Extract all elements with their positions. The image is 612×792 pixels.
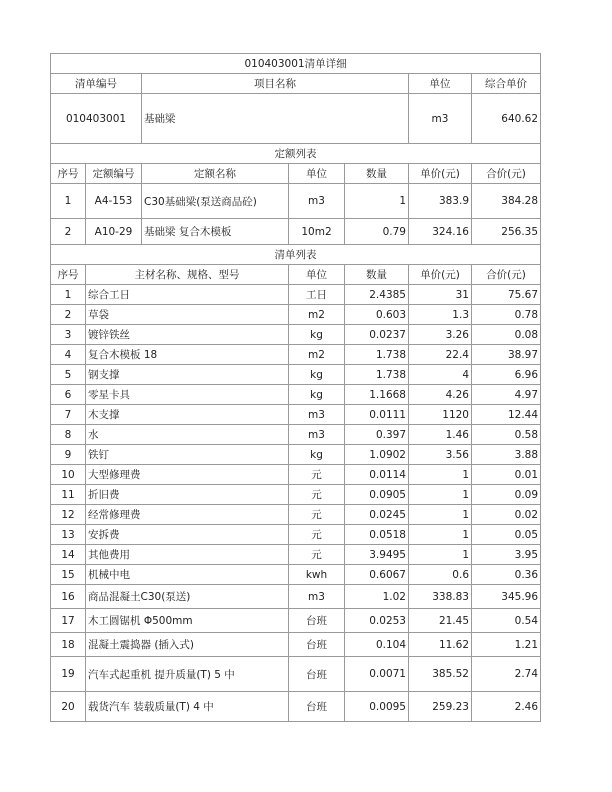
summary-unit: m3 bbox=[409, 94, 472, 144]
material-qty: 0.0253 bbox=[345, 609, 409, 633]
material-row bbox=[51, 585, 541, 609]
material-price: 4 bbox=[409, 365, 472, 385]
header-price: 综合单价 bbox=[472, 74, 541, 94]
quota-qty: 0.79 bbox=[345, 219, 409, 245]
quota-header-seq: 序号 bbox=[51, 164, 86, 184]
material-seq: 14 bbox=[51, 545, 86, 565]
material-row bbox=[51, 345, 541, 365]
material-price: 11.62 bbox=[409, 633, 472, 657]
quota-price: 324.16 bbox=[409, 219, 472, 245]
material-row bbox=[51, 657, 541, 692]
quota-row bbox=[51, 184, 541, 219]
quota-section-row bbox=[51, 144, 541, 164]
material-name: 机械中电 bbox=[86, 565, 289, 585]
header-name: 项目名称 bbox=[142, 74, 409, 94]
summary-code: 010403001 bbox=[51, 94, 142, 144]
material-name: 零星卡具 bbox=[86, 385, 289, 405]
material-qty: 0.0245 bbox=[345, 505, 409, 525]
summary-name: 基础梁 bbox=[142, 94, 409, 144]
material-row bbox=[51, 305, 541, 325]
material-unit: 工日 bbox=[289, 285, 345, 305]
material-header-price: 单价(元) bbox=[409, 265, 472, 285]
material-seq: 15 bbox=[51, 565, 86, 585]
material-total: 0.09 bbox=[472, 485, 541, 505]
quota-header-code: 定额编号 bbox=[86, 164, 142, 184]
material-qty: 1.738 bbox=[345, 365, 409, 385]
material-unit: 元 bbox=[289, 485, 345, 505]
quota-row bbox=[51, 219, 541, 245]
material-price: 1 bbox=[409, 505, 472, 525]
material-total: 12.44 bbox=[472, 405, 541, 425]
material-price: 1 bbox=[409, 485, 472, 505]
quota-header-total: 合价(元) bbox=[472, 164, 541, 184]
material-seq: 7 bbox=[51, 405, 86, 425]
quota-section-title: 定额列表 bbox=[51, 144, 541, 164]
quota-seq: 2 bbox=[51, 219, 86, 245]
material-unit: kg bbox=[289, 385, 345, 405]
material-unit: m2 bbox=[289, 305, 345, 325]
material-price: 338.83 bbox=[409, 585, 472, 609]
material-seq: 13 bbox=[51, 525, 86, 545]
material-seq: 18 bbox=[51, 633, 86, 657]
quota-qty: 1 bbox=[345, 184, 409, 219]
material-qty: 0.0518 bbox=[345, 525, 409, 545]
material-unit: m3 bbox=[289, 405, 345, 425]
material-unit: 台班 bbox=[289, 692, 345, 722]
summary-row bbox=[51, 94, 541, 144]
material-name: 综合工日 bbox=[86, 285, 289, 305]
material-qty: 3.9495 bbox=[345, 545, 409, 565]
material-total: 3.88 bbox=[472, 445, 541, 465]
material-seq: 17 bbox=[51, 609, 86, 633]
material-qty: 1.02 bbox=[345, 585, 409, 609]
material-seq: 19 bbox=[51, 657, 86, 692]
quota-header-qty: 数量 bbox=[345, 164, 409, 184]
material-total: 2.74 bbox=[472, 657, 541, 692]
material-unit: kg bbox=[289, 445, 345, 465]
material-seq: 8 bbox=[51, 425, 86, 445]
material-qty: 0.0095 bbox=[345, 692, 409, 722]
material-total: 2.46 bbox=[472, 692, 541, 722]
material-unit: 元 bbox=[289, 525, 345, 545]
material-unit: m3 bbox=[289, 425, 345, 445]
material-unit: 台班 bbox=[289, 657, 345, 692]
material-row bbox=[51, 365, 541, 385]
material-total: 4.97 bbox=[472, 385, 541, 405]
material-section-row bbox=[51, 245, 541, 265]
material-unit: kwh bbox=[289, 565, 345, 585]
material-total: 38.97 bbox=[472, 345, 541, 365]
material-price: 259.23 bbox=[409, 692, 472, 722]
material-header-unit: 单位 bbox=[289, 265, 345, 285]
material-unit: kg bbox=[289, 325, 345, 345]
material-row bbox=[51, 485, 541, 505]
material-unit: 台班 bbox=[289, 609, 345, 633]
material-price: 4.26 bbox=[409, 385, 472, 405]
quota-total: 384.28 bbox=[472, 184, 541, 219]
material-name: 混凝土震捣器 (插入式) bbox=[86, 633, 289, 657]
material-seq: 11 bbox=[51, 485, 86, 505]
quota-header-row bbox=[51, 164, 541, 184]
material-price: 1.46 bbox=[409, 425, 472, 445]
material-row bbox=[51, 525, 541, 545]
material-seq: 2 bbox=[51, 305, 86, 325]
material-row bbox=[51, 445, 541, 465]
quota-price: 383.9 bbox=[409, 184, 472, 219]
material-qty: 0.104 bbox=[345, 633, 409, 657]
material-unit: kg bbox=[289, 365, 345, 385]
material-total: 3.95 bbox=[472, 545, 541, 565]
material-seq: 3 bbox=[51, 325, 86, 345]
material-price: 1120 bbox=[409, 405, 472, 425]
material-seq: 9 bbox=[51, 445, 86, 465]
material-price: 1 bbox=[409, 525, 472, 545]
quota-seq: 1 bbox=[51, 184, 86, 219]
material-row bbox=[51, 385, 541, 405]
quota-total: 256.35 bbox=[472, 219, 541, 245]
material-row bbox=[51, 465, 541, 485]
material-total: 0.78 bbox=[472, 305, 541, 325]
material-price: 22.4 bbox=[409, 345, 472, 365]
quota-header-price: 单价(元) bbox=[409, 164, 472, 184]
material-unit: m3 bbox=[289, 585, 345, 609]
material-price: 3.56 bbox=[409, 445, 472, 465]
material-header-row bbox=[51, 265, 541, 285]
material-price: 21.45 bbox=[409, 609, 472, 633]
material-name: 木支撑 bbox=[86, 405, 289, 425]
material-total: 0.54 bbox=[472, 609, 541, 633]
material-price: 385.52 bbox=[409, 657, 472, 692]
material-row bbox=[51, 325, 541, 345]
material-price: 0.6 bbox=[409, 565, 472, 585]
material-seq: 1 bbox=[51, 285, 86, 305]
material-row bbox=[51, 285, 541, 305]
material-name: 钢支撑 bbox=[86, 365, 289, 385]
quota-code: A10-29 bbox=[86, 219, 142, 245]
material-qty: 0.0111 bbox=[345, 405, 409, 425]
material-price: 3.26 bbox=[409, 325, 472, 345]
material-seq: 5 bbox=[51, 365, 86, 385]
material-header-total: 合价(元) bbox=[472, 265, 541, 285]
material-name: 其他费用 bbox=[86, 545, 289, 565]
material-total: 0.08 bbox=[472, 325, 541, 345]
material-qty: 1.1668 bbox=[345, 385, 409, 405]
material-price: 1 bbox=[409, 465, 472, 485]
summary-header-row bbox=[51, 74, 541, 94]
material-name: 铁钉 bbox=[86, 445, 289, 465]
material-name: 商品混凝土C30(泵送) bbox=[86, 585, 289, 609]
header-code: 清单编号 bbox=[51, 74, 142, 94]
material-price: 1 bbox=[409, 545, 472, 565]
header-unit: 单位 bbox=[409, 74, 472, 94]
material-name: 折旧费 bbox=[86, 485, 289, 505]
material-total: 75.67 bbox=[472, 285, 541, 305]
material-seq: 4 bbox=[51, 345, 86, 365]
material-qty: 1.738 bbox=[345, 345, 409, 365]
material-qty: 0.0237 bbox=[345, 325, 409, 345]
material-row bbox=[51, 633, 541, 657]
material-name: 经常修理费 bbox=[86, 505, 289, 525]
material-total: 0.05 bbox=[472, 525, 541, 545]
material-section-title: 清单列表 bbox=[51, 245, 541, 265]
material-qty: 2.4385 bbox=[345, 285, 409, 305]
material-name: 木工圆锯机 Φ500mm bbox=[86, 609, 289, 633]
material-qty: 0.0905 bbox=[345, 485, 409, 505]
material-name: 复合木模板 18 bbox=[86, 345, 289, 365]
material-row bbox=[51, 545, 541, 565]
material-name: 安拆费 bbox=[86, 525, 289, 545]
quota-header-unit: 单位 bbox=[289, 164, 345, 184]
material-unit: 元 bbox=[289, 465, 345, 485]
material-header-seq: 序号 bbox=[51, 265, 86, 285]
material-qty: 0.0114 bbox=[345, 465, 409, 485]
quota-unit: m3 bbox=[289, 184, 345, 219]
material-row bbox=[51, 692, 541, 722]
material-row bbox=[51, 405, 541, 425]
material-name: 大型修理费 bbox=[86, 465, 289, 485]
material-total: 0.36 bbox=[472, 565, 541, 585]
material-total: 0.01 bbox=[472, 465, 541, 485]
material-unit: 台班 bbox=[289, 633, 345, 657]
quota-header-name: 定额名称 bbox=[142, 164, 289, 184]
material-seq: 10 bbox=[51, 465, 86, 485]
material-qty: 1.0902 bbox=[345, 445, 409, 465]
material-total: 345.96 bbox=[472, 585, 541, 609]
material-total: 1.21 bbox=[472, 633, 541, 657]
material-seq: 16 bbox=[51, 585, 86, 609]
material-name: 汽车式起重机 提升质量(T) 5 中 bbox=[86, 657, 289, 692]
table-title: 010403001清单详细 bbox=[51, 54, 541, 74]
material-header-qty: 数量 bbox=[345, 265, 409, 285]
material-header-name: 主材名称、规格、型号 bbox=[86, 265, 289, 285]
summary-price: 640.62 bbox=[472, 94, 541, 144]
material-name: 草袋 bbox=[86, 305, 289, 325]
material-price: 1.3 bbox=[409, 305, 472, 325]
title-row bbox=[51, 54, 541, 74]
material-price: 31 bbox=[409, 285, 472, 305]
material-qty: 0.397 bbox=[345, 425, 409, 445]
material-row bbox=[51, 565, 541, 585]
material-unit: 元 bbox=[289, 505, 345, 525]
material-name: 水 bbox=[86, 425, 289, 445]
material-total: 0.02 bbox=[472, 505, 541, 525]
material-unit: 元 bbox=[289, 545, 345, 565]
material-total: 0.58 bbox=[472, 425, 541, 445]
bill-detail-table bbox=[50, 53, 541, 722]
material-row bbox=[51, 609, 541, 633]
material-seq: 20 bbox=[51, 692, 86, 722]
material-name: 载货汽车 装载质量(T) 4 中 bbox=[86, 692, 289, 722]
material-total: 6.96 bbox=[472, 365, 541, 385]
quota-code: A4-153 bbox=[86, 184, 142, 219]
material-qty: 0.0071 bbox=[345, 657, 409, 692]
quota-name: C30基础梁(泵送商品砼) bbox=[142, 184, 289, 219]
material-row bbox=[51, 425, 541, 445]
material-unit: m2 bbox=[289, 345, 345, 365]
material-row bbox=[51, 505, 541, 525]
material-qty: 0.6067 bbox=[345, 565, 409, 585]
material-name: 镀锌铁丝 bbox=[86, 325, 289, 345]
quota-name: 基础梁 复合木模板 bbox=[142, 219, 289, 245]
material-seq: 6 bbox=[51, 385, 86, 405]
quota-unit: 10m2 bbox=[289, 219, 345, 245]
material-qty: 0.603 bbox=[345, 305, 409, 325]
material-seq: 12 bbox=[51, 505, 86, 525]
